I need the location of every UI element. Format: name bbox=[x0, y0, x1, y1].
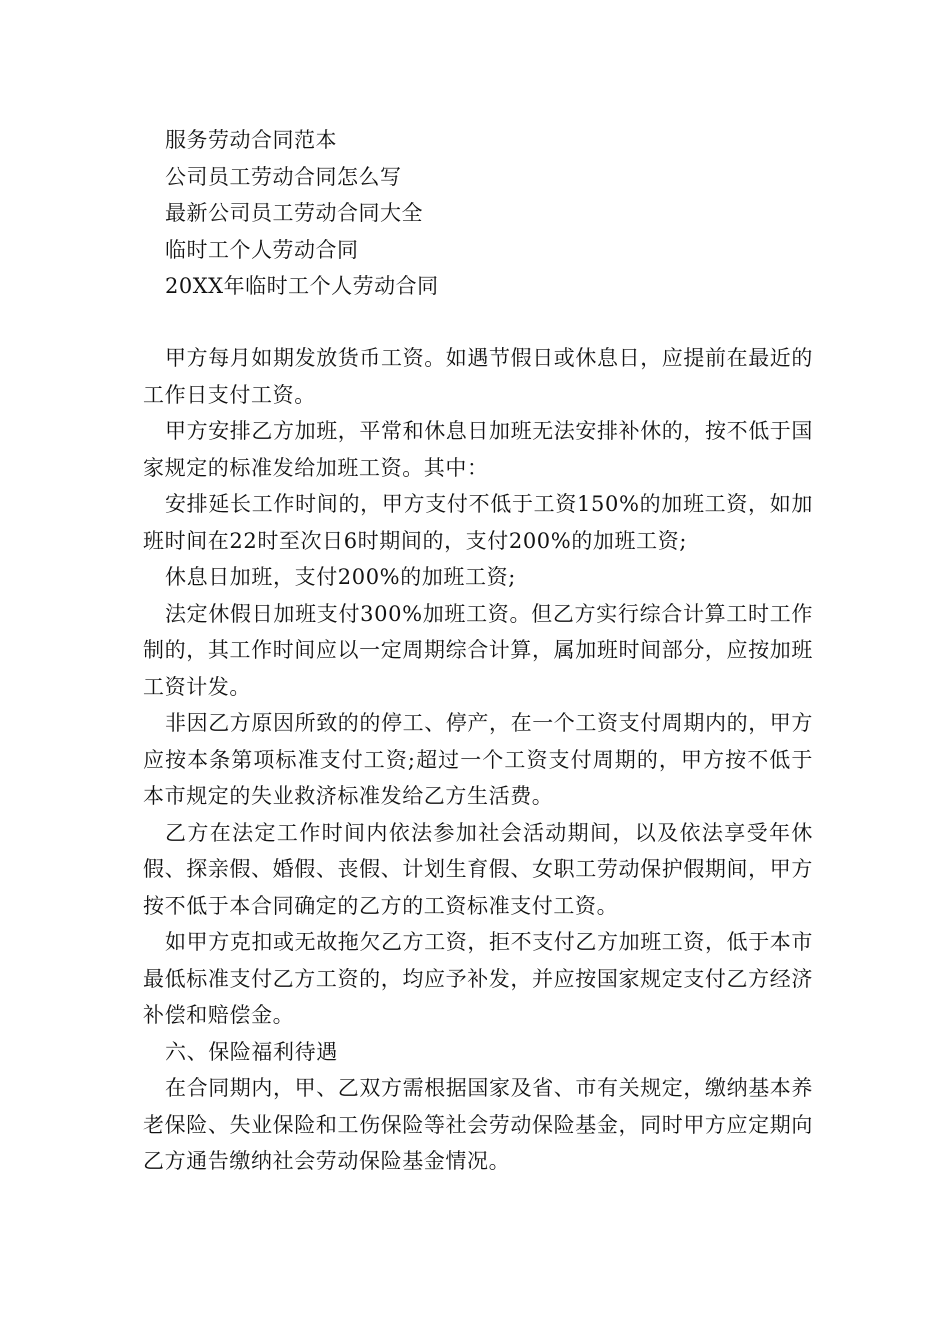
related-link[interactable]: 服务劳动合同范本 bbox=[165, 128, 337, 152]
related-link[interactable]: 最新公司员工劳动合同大全 bbox=[165, 201, 423, 225]
paragraph-overtime-pay: 甲方安排乙方加班，平常和休息日加班无法安排补休的，按不低于国家规定的标准发给加班工资。其中： bbox=[143, 419, 813, 480]
paragraph-work-stoppage: 非因乙方原因所致的的停工、停产，在一个工资支付周期内的，甲方应按本条第项标准支付工资;超过一个工资支付周期的，甲方按不低于本市规定的失业救济标准发给乙方生活费。 bbox=[143, 711, 813, 808]
paragraph-social-insurance: 在合同期内，甲、乙双方需根据国家及省、市有关规定，缴纳基本养老保险、失业保险和工伤保险等社会劳动保险基金，同时甲方应定期向乙方通告缴纳社会劳动保险基金情况。 bbox=[143, 1076, 813, 1173]
paragraph-rest-day-overtime: 休息日加班，支付200%的加班工资; bbox=[165, 565, 516, 589]
related-link[interactable]: 公司员工劳动合同怎么写 bbox=[165, 164, 402, 189]
paragraph-holiday-overtime: 法定休假日加班支付300%加班工资。但乙方实行综合计算工时工作制的，其工作时间应以一定周期综合计算，属加班时间部分，应按加班工资计发。 bbox=[143, 601, 813, 699]
paragraph-extended-hours: 安排延长工作时间的，甲方支付不低于工资150%的加班工资，如加班时间在22时至次日6时期间的，支付200%的加班工资; bbox=[143, 492, 813, 553]
paragraph-leave-wages: 乙方在法定工作时间内依法参加社会活动期间，以及依法享受年休假、探亲假、婚假、丧假、计划生育假、女职工劳动保护假期间，甲方按不低于本合同确定的乙方的工资标准支付工资。 bbox=[143, 820, 813, 918]
related-link[interactable]: 20XX年临时工个人劳动合同 bbox=[165, 274, 439, 298]
paragraph-wage-arrears: 如甲方克扣或无故拖欠乙方工资，拒不支付乙方加班工资，低于本市最低标准支付乙方工资的，均应予补发，并应按国家规定支付乙方经济补偿和赔偿金。 bbox=[143, 930, 813, 1027]
related-link[interactable]: 临时工个人劳动合同 bbox=[165, 237, 359, 262]
section-heading-insurance: 六、保险福利待遇 bbox=[165, 1039, 338, 1064]
document-body bbox=[143, 340, 813, 1180]
related-links-list bbox=[143, 122, 803, 305]
paragraph-wage-payment: 甲方每月如期发放货币工资。如遇节假日或休息日，应提前在最近的工作日支付工资。 bbox=[143, 346, 813, 407]
